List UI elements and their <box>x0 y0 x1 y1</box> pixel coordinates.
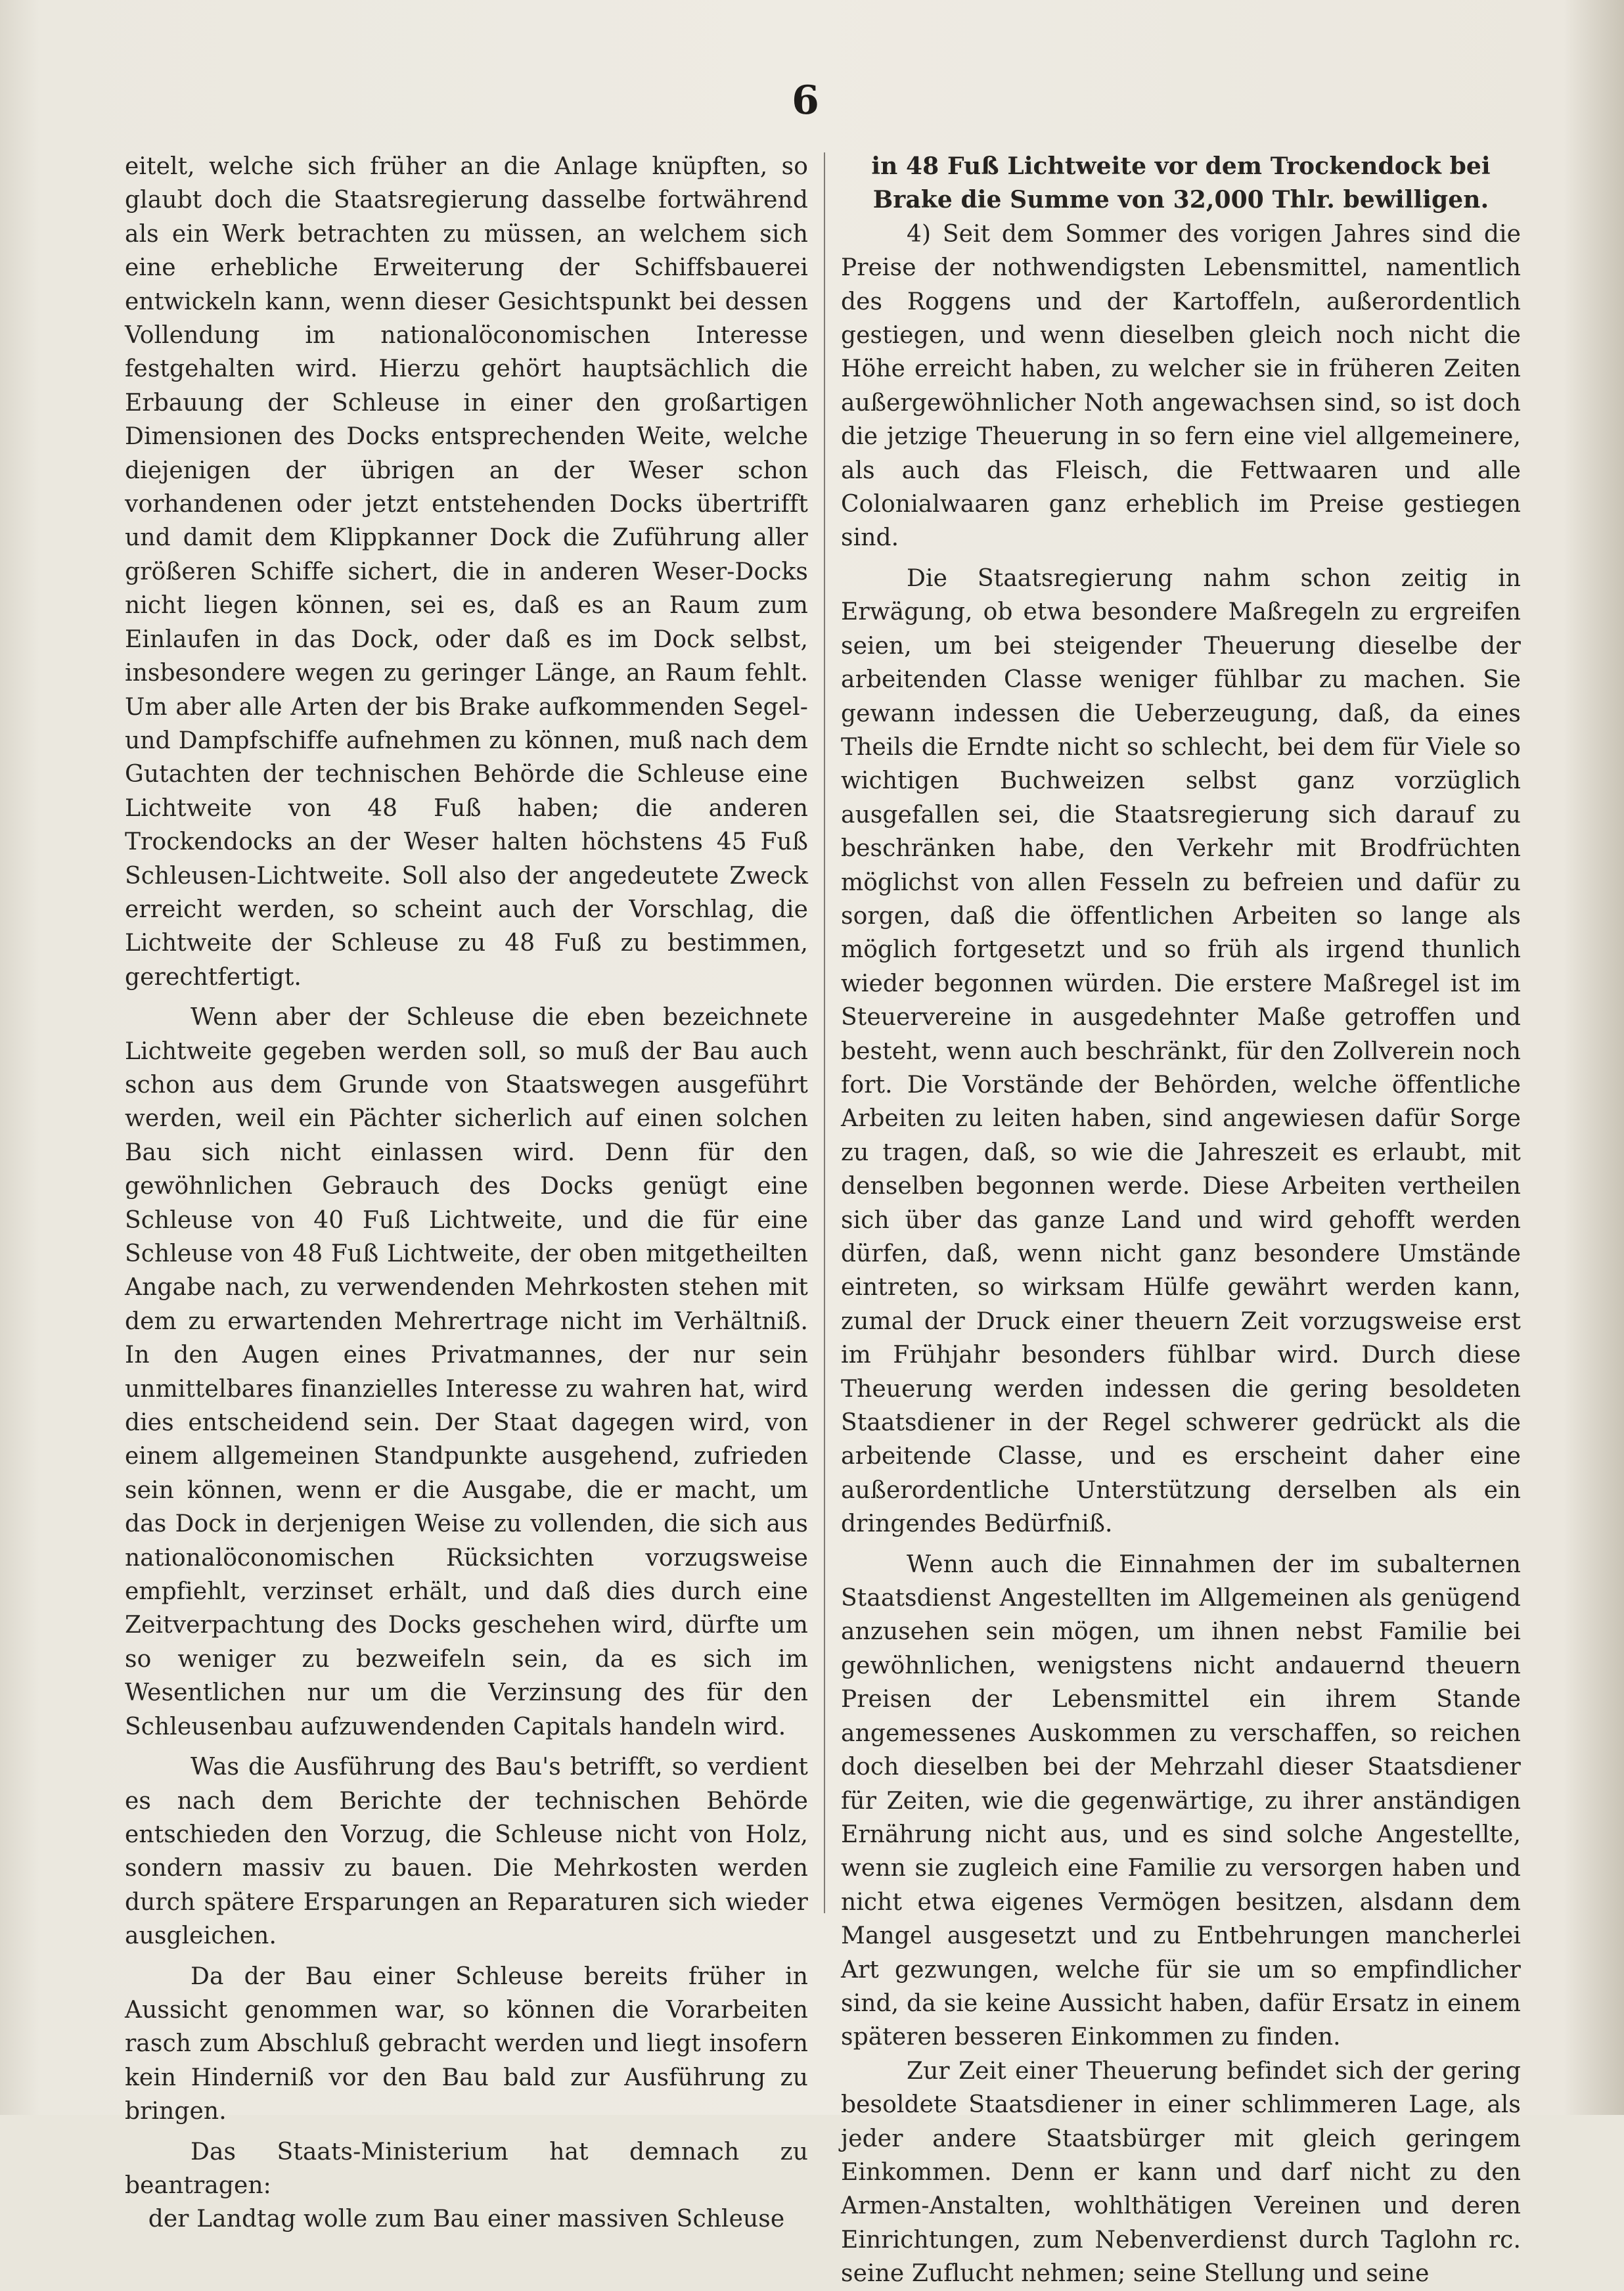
paragraph: der Landtag wolle zum Bau einer massiven Schleuse <box>148 2206 785 2233</box>
page-number: 6 <box>792 78 819 124</box>
paragraph: Was die Ausführung des Bau's betrifft, so verdient es nach dem Berichte der technischen Behörde entschieden den Vorzug, die Schleuse nicht von Holz, sondern massiv zu bauen. Die Mehrkosten werden durch spätere Ersparungen an Reparaturen sich wieder ausgleichen. <box>125 1754 808 1950</box>
paragraph: eitelt, welche sich früher an die Anlage knüpften, so glaubt doch die Staatsregierung dasselbe fortwährend als ein Werk betrachten zu müssen, an welchem sich eine erhebliche Erweiterung der Schiffsbauerei entwickeln kann, wenn dieser Gesichtspunkt bei dessen Vollendung im nationalöconomischen Interesse festgehalten wird. Hierzu gehört hauptsächlich die Erbauung der Schleuse in einer den großartigen Dimensionen des Docks entsprechenden Weite, welche diejenigen der übrigen an der Weser schon vorhandenen oder jetzt entstehenden Docks übertrifft und damit dem Klippkanner Dock die Zuführung aller größeren Schiffe sichert, die in anderen Weser-Docks nicht liegen können, sei es, daß es an Raum zum Einlaufen in das Dock, oder daß es im Dock selbst, insbesondere wegen zu geringer Länge, an Raum fehlt. Um aber alle Arten der bis Brake aufkommenden Segel- und Dampfschiffe aufnehmen zu können, muß nach dem Gutachten der technischen Behörde die Schleuse eine Lichtweite von 48 Fuß haben; die anderen Trockendocks an der Weser halten höchstens 45 Fuß Schleusen-Lichtweite. Soll also der angedeutete Zweck erreicht werden, so scheint auch der Vorschlag, die Lichtweite der Schleuse zu 48 Fuß zu bestimmen, gerechtfertigt. <box>125 153 808 991</box>
paragraph: Wenn aber der Schleuse die eben bezeichnete Lichtweite gegeben werden soll, so muß der Bau auch schon aus dem Grunde von Staatswegen ausgeführt werden, weil ein Pächter sicherlich auf einen solchen Bau sich nicht einlassen wird. Denn für den gewöhnlichen Gebrauch des Docks genügt eine Schleuse von 40 Fuß Lichtweite, und die für eine Schleuse von 48 Fuß Lichtweite, der oben mitgetheilten Angabe nach, zu verwendenden Mehrkosten stehen mit dem zu erwartenden Mehrertrage nicht im Verhältniß. In den Augen eines Privatmannes, der nur sein unmittelbares finanzielles Interesse zu wahren hat, wird dies entscheidend sein. Der Staat dagegen wird, von einem allgemeinen Standpunkte ausgehend, zufrieden sein können, wenn er die Ausgabe, die er macht, um das Dock in derjenigen Weise zu vollenden, die sich aus nationalöconomischen Rücksichten vorzugsweise empfiehlt, verzinset erhält, und daß dies durch eine Zeitverpachtung des Docks geschehen wird, dürfte um so weniger zu bezweifeln sein, da es sich im Wesentlichen nur um die Verzinsung des für den Schleusenbau aufzuwendenden Capitals handeln wird. <box>125 1004 808 1740</box>
right-column <box>841 150 1521 2291</box>
left-column <box>125 150 808 2236</box>
paragraph: Da der Bau einer Schleuse bereits früher in Aussicht genommen war, so können die Vorarbeiten rasch zum Abschluß gebracht werden und liegt insofern kein Hinderniß vor den Bau bald zur Ausführung zu bringen. <box>125 1962 808 2125</box>
paragraph: Zur Zeit einer Theuerung befindet sich der gering besoldete Staatsdiener in einer schlimmeren Lage, als jeder andere Staatsbürger mit gleich geringem Einkommen. Denn er kann und darf nicht zu den Armen-Anstalten, wohlthätigen Vereinen und deren Einrichtungen, zum Nebenverdienst durch Taglohn rc. seine Zuflucht nehmen; seine Stellung und seine <box>841 2057 1521 2288</box>
paragraph: Die Staatsregierung nahm schon zeitig in Erwägung, ob etwa besondere Maßregeln zu ergreifen seien, um bei steigender Theuerung dieselbe der arbeitenden Classe weniger fühlbar zu machen. Sie gewann indessen die Ueberzeugung, daß, da eines Theils die Erndte nicht so schlecht, bei dem für Viele so wichtigen Buchweizen selbst ganz vorzüglich ausgefallen sei, die Staatsregierung sich darauf zu beschränken habe, den Verkehr mit Brodfrüchten möglichst von allen Fesseln zu befreien und dafür zu sorgen, daß die öffentlichen Arbeiten so lange als möglich fortgesetzt und so früh als irgend thunlich wieder begonnen würden. Die erstere Maßregel ist im Steuervereine in ausgedehnter Maße getroffen und besteht, wenn auch beschränkt, für den Zollverein noch fort. Die Vorstände der Behörden, welche öffentliche Arbeiten zu leiten haben, sind angewiesen dafür Sorge zu tragen, daß, so wie die Jahreszeit es erlaubt, mit denselben begonnen werde. Diese Arbeiten vertheilen sich über das ganze Land und wird gehofft werden dürfen, daß, wenn nicht ganz besondere Umstände eintreten, so wirksam Hülfe gewährt werden kann, zumal der Druck einer theuern Zeit vorzugsweise erst im Frühjahr besonders fühlbar wird. Durch diese Theuerung werden indessen die gering besoldeten Staatsdiener in der Regel schwerer gedrückt als die arbeitende Classe, und es erscheint daher eine außerordentliche Unterstützung derselben als ein dringendes Bedürfniß. <box>841 564 1521 1538</box>
paragraph: in 48 Fuß Lichtweite vor dem Trockendock bei Brake die Summe von 32,000 Thlr. bewilligen. <box>871 152 1491 214</box>
paragraph: Wenn auch die Einnahmen der im subalternen Staatsdienst Angestellten im Allgemeinen als genügend anzusehen sein mögen, um ihnen nebst Familie bei gewöhnlichen, wenigstens nicht andauernd theuern Preisen der Lebensmittel ein ihrem Stande angemessenes Auskommen zu verschaffen, so reichen doch dieselben bei der Mehrzahl dieser Staatsdiener für Zeiten, wie die gegenwärtige, zu ihrer anständigen Ernährung nicht aus, und es sind solche Angestellte, wenn sie zugleich eine Familie zu versorgen haben und nicht etwa eigenes Vermögen besitzen, alsdann dem Mangel ausgesetzt und zu Entbehrungen mancherlei Art gezwungen, welche für sie um so empfindlicher sind, da sie keine Aussicht haben, dafür Ersatz in einem späteren besseren Einkommen zu finden. <box>841 1551 1521 2051</box>
paragraph: Das Staats-Ministerium hat demnach zu beantragen: <box>125 2138 808 2199</box>
page-edge-shadow <box>1564 0 1624 2115</box>
column-divider <box>824 152 825 1913</box>
paragraph: 4) Seit dem Sommer des vorigen Jahres sind die Preise der nothwendigsten Lebensmittel, namentlich des Roggens und der Kartoffeln, außerordentlich gestiegen, und wenn dieselben gleich noch nicht die Höhe erreicht haben, zu welcher sie in früheren Zeiten außergewöhnlicher Noth angewachsen sind, so ist doch die jetzige Theuerung in so fern eine viel allgemeinere, als auch das Fleisch, die Fettwaaren und alle Colonialwaaren ganz erheblich im Preise gestiegen sind. <box>841 220 1521 552</box>
